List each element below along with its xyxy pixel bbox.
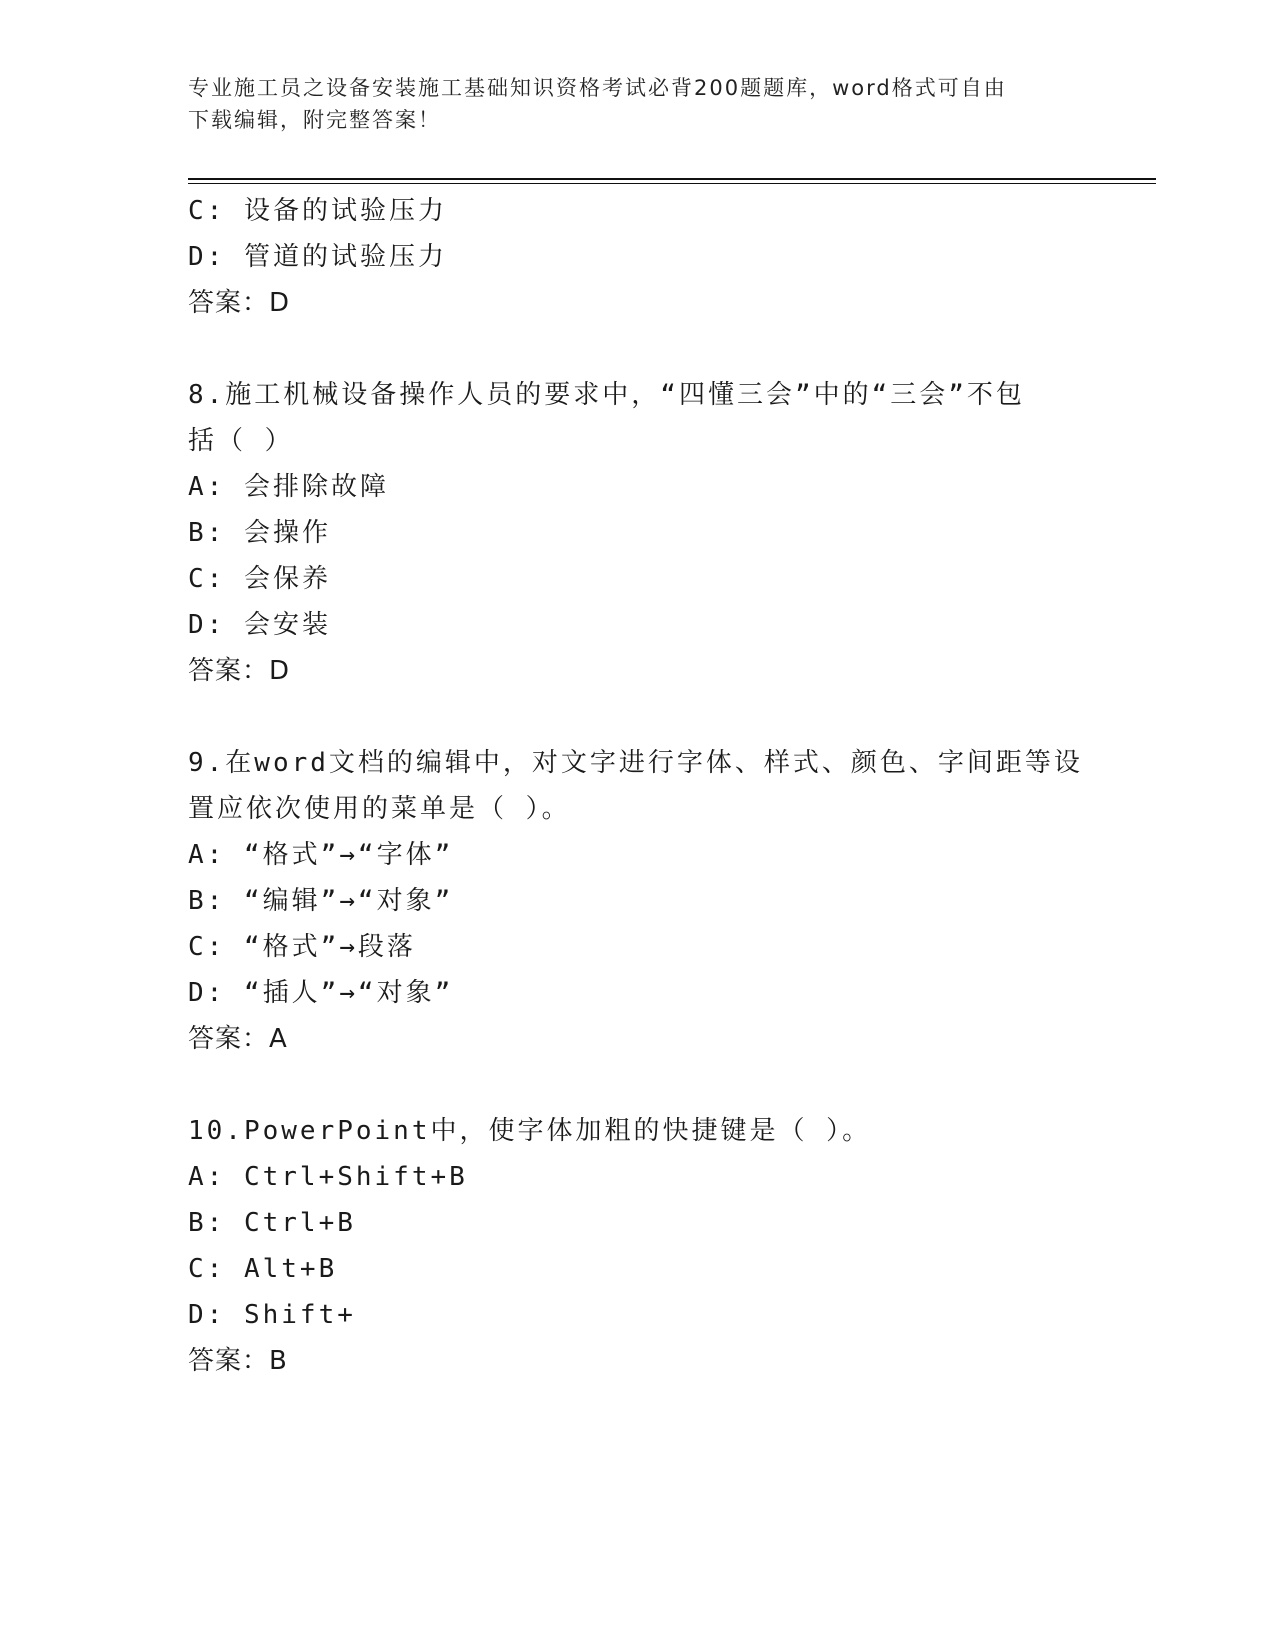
question-9 [188, 740, 1088, 1062]
option-c: C: 设备的试验压力 [188, 196, 447, 226]
question-8 [188, 372, 1088, 694]
spacer [188, 694, 1088, 740]
option-d: D: 管道的试验压力 [188, 242, 447, 272]
option-d: D: Shift+ [188, 1300, 356, 1330]
option-c: C: 会保养 [188, 564, 331, 594]
answer-line: 答案：A [188, 1024, 288, 1054]
question-stem-cont: 置应依次使用的菜单是（ ）。 [188, 794, 571, 824]
question-stem: 8.施工机械设备操作人员的要求中，“四懂三会”中的“三会”不包 [188, 380, 1025, 410]
option-b: B: Ctrl+B [188, 1208, 356, 1238]
answer-line: 答案：D [188, 656, 291, 686]
option-a: A: 会排除故障 [188, 472, 389, 502]
option-b: B: 会操作 [188, 518, 331, 548]
header-divider-thin [188, 183, 1156, 184]
option-d: D: 会安装 [188, 610, 331, 640]
spacer [188, 1062, 1088, 1108]
answer-line: 答案：B [188, 1346, 288, 1376]
question-10 [188, 1108, 1088, 1384]
option-c: C: Alt+B [188, 1254, 338, 1284]
option-a: A: “格式”→“字体” [188, 840, 454, 870]
option-d: D: “插人”→“对象” [188, 978, 454, 1008]
answer-line: 答案：D [188, 288, 291, 318]
header-title-line1: 专业施工员之设备安装施工基础知识资格考试必背200题题库，word格式可自由 [188, 76, 1007, 100]
option-c: C: “格式”→段落 [188, 932, 416, 962]
question-list [188, 188, 1088, 1384]
option-b: B: “编辑”→“对象” [188, 886, 454, 916]
option-a: A: Ctrl+Shift+B [188, 1162, 468, 1192]
question-stem-cont: 括（ ） [188, 426, 294, 456]
question-stem: 10.PowerPoint中，使字体加粗的快捷键是（ ）。 [188, 1116, 872, 1146]
question-7-tail [188, 188, 1088, 326]
header-title-line2: 下载编辑，附完整答案！ [188, 108, 441, 132]
question-stem: 9.在word文档的编辑中，对文字进行字体、样式、颜色、字间距等设 [188, 748, 1083, 778]
spacer [188, 326, 1088, 372]
header-divider-thick [188, 178, 1156, 180]
page-header [188, 72, 1068, 136]
